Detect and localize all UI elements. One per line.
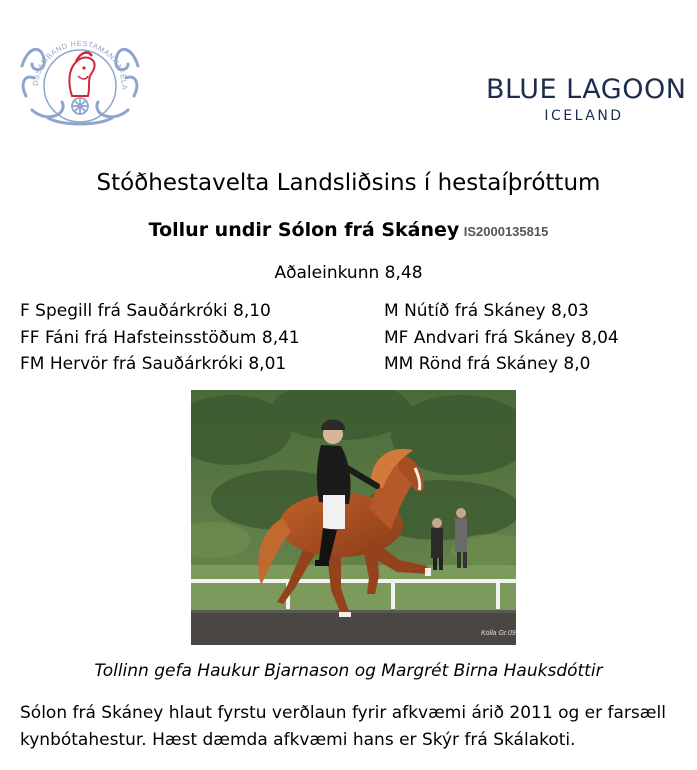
pedigree-sire-side (20, 298, 300, 378)
blue-lagoon-logo (486, 74, 686, 124)
horse-photo (191, 390, 516, 645)
photo-caption: Tollinn gefa Haukur Bjarnason og Margrét Birna Hauksdóttir (94, 661, 603, 681)
pedigree-dam: M Nútíð frá Skáney 8,03 (384, 301, 589, 321)
pedigree-sire-mother: FM Hervör frá Sauðárkróki 8,01 (20, 354, 287, 374)
pedigree-sire-father: FF Fáni frá Hafsteinsstöðum 8,41 (20, 327, 300, 348)
pedigree-dam-mother: MM Rönd frá Skáney 8,0 (384, 354, 591, 374)
document-title: Stóðhestavelta Landsliðsins í hestaíþróttum (96, 170, 601, 196)
pedigree-sire: F Spegill frá Sauðárkróki 8,10 (20, 301, 271, 321)
emblem-arc-text: DSSAMBAND HESTAMANNAFÉLA (30, 38, 130, 91)
horse-name: Tollur undir Sólon frá Skáney (148, 219, 460, 241)
horse-head-icon (69, 53, 94, 96)
main-score: Aðaleinkunn 8,48 (274, 263, 423, 283)
body-paragraph: Sólon frá Skáney hlaut fyrstu verðlaun fyrir afkvæmi árið 2011 og er farsæll kynbótahestur. Hæst dæmda afkvæmi hans er Skýr frá Skálakoti. (20, 703, 666, 750)
lh-emblem-logo (18, 26, 142, 126)
registration-number: IS2000135815 (463, 224, 549, 239)
photo-credit: Kolla Gr.09 (481, 630, 516, 637)
wheel-icon (72, 98, 88, 114)
pedigree-dam-father: MF Andvari frá Skáney 8,04 (384, 327, 619, 348)
blue-lagoon-name: BLUE LAGOON (486, 74, 687, 105)
horse-heading (0, 216, 697, 246)
pedigree-dam-side (384, 298, 619, 378)
blue-lagoon-sub: ICELAND (544, 108, 624, 124)
